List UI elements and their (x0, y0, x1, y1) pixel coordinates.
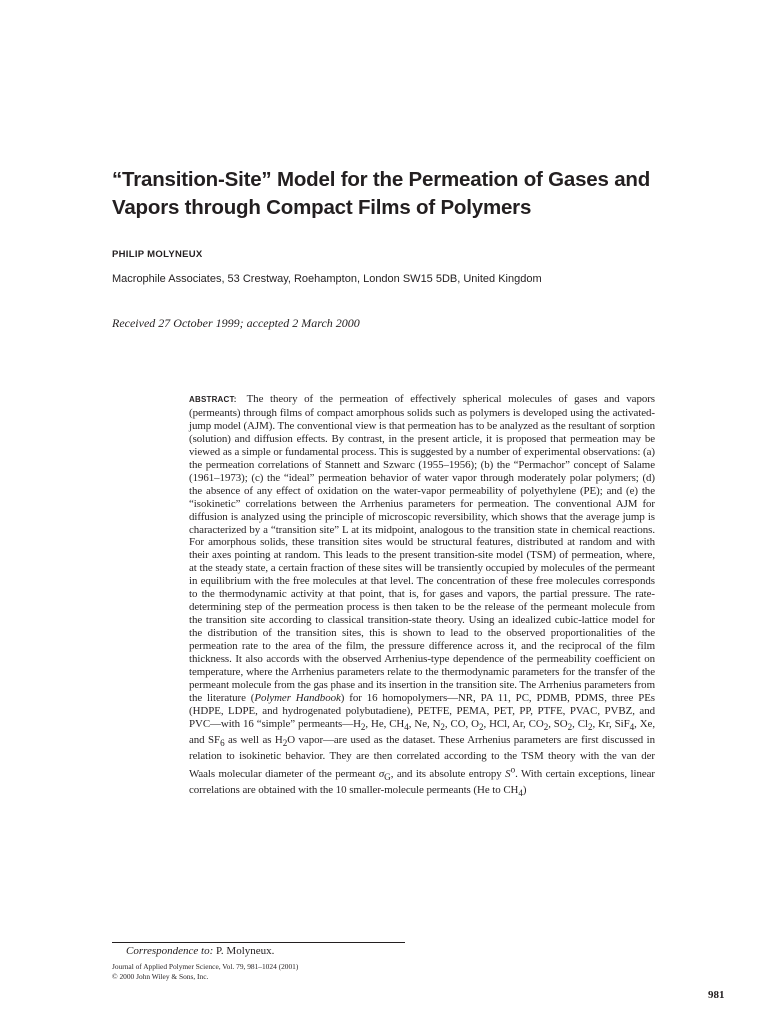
footnote-divider (112, 942, 405, 943)
correspondence-footnote (126, 945, 274, 957)
correspondence-label: Correspondence to: (126, 945, 214, 957)
abstract-body: The theory of the permeation of effectively spherical molecules of gases and vapors (permeants) through films of compact amorphous solids such as polymers is developed using the activated-jump model (AJM). The conventional view is that permeation has to be analyzed as the resultant of sorption (solution) and diffusion effects. By contrast, in the present article, it is proposed that permeation may be viewed as a simple or fundamental process. This is suggested by a number of experimental observations: (a) the permeation correlations of Stannett and Szwarc (1955–1956); (b) the “Permachor” concept of Salame (1961–1973); (c) the “ideal” permeation behavior of water vapor through moderately polar polymers; (d) the absence of any effect of oxidation on the water-vapor permeability of polyethylene (PE); and (e) the “isokinetic” correlations between the Arrhenius parameters for permeation. The conventional AJM for diffusion is analyzed using the principle of microscopic reversibility, which shows that the average jump is characterized by a “transition site” L at its midpoint, analogous to the transition state in chemical reactions. For amorphous solids, these transition sites would be structural features, distributed at random and with their axes pointing at random. This leads to the present transition-site model (TSM) of permeation, where, at the steady state, a certain fraction of these sites will be transiently occupied by molecules of the permeant in equilibrium with the free molecules at that level. The concentration of these free molecules corresponds to the thermodynamic activity at that point, that is, for gases and vapors, the partial pressure. The rate-determining step of the permeation process is then taken to be the release of the permeant molecule from the transition site according to classical transition-state theory. Using an idealized cubic-lattice model for the distribution of the transition sites, this is shown to lead to the observed proportionalities of the permeation rate to the area of the film, the pressure difference across it, and the reciprocal of the film thickness. It also accords with the observed Arrhenius-type dependence of the permeability coefficient on temperature, where the Arrhenius parameters relate to the thermodynamic parameters for the transfer of the permeant molecule from the gas phase and its insertion in the transition site. The Arrhenius parameters from the literature (Polymer Handbook) for 16 homopolymers—NR, PA 11, PC, PDMB, PDMS, three PEs (HDPE, LDPE, and hydrogenated polybutadiene), PETFE, PEMA, PET, PP, PTFE, PVAC, PVBZ, and PVC—with 16 “simple” $permeants—H_2$, He, $CH_4$, Ne, $N_2$, CO, $O_2$, HCl, Ar, $CO_2$, $SO_2$, $Cl_2$, Kr, SiF$_4$, Xe, and $SF_6$ as well as $H_2O$ vapor—are used as the dataset. These Arrhenius parameters are first discussed in relation to isokinetic behavior. They are then correlated according to the TSM theory with the van der Waals molecular diameter of the permeant $\sigma_G$, and its absolute entropy $S^o$. With certain exceptions, linear correlations are obtained with the 10 smaller-molecule permeants (He to $CH_4$) (189, 393, 656, 798)
abstract (189, 393, 655, 800)
author-name: PHILIP MOLYNEUX (112, 249, 203, 260)
correspondence-name: P. Molyneux. (216, 945, 275, 957)
page-number: 981 (708, 989, 725, 1001)
journal-info (112, 962, 298, 982)
copyright-line: © 2000 John Wiley & Sons, Inc. (112, 972, 209, 981)
journal-citation: Journal of Applied Polymer Science, Vol. 79, 981–1024 (2001) (112, 962, 299, 971)
received-dates: Received 27 October 1999; accepted 2 March 2000 (112, 316, 360, 330)
abstract-label: ABSTRACT: (189, 395, 237, 404)
author-affiliation: Macrophile Associates, 53 Crestway, Roehampton, London SW15 5DB, United Kingdom (112, 273, 542, 285)
article-title: “Transition-Site” Model for the Permeation of Gases and Vapors through Compact Films of Polymers (112, 168, 651, 219)
